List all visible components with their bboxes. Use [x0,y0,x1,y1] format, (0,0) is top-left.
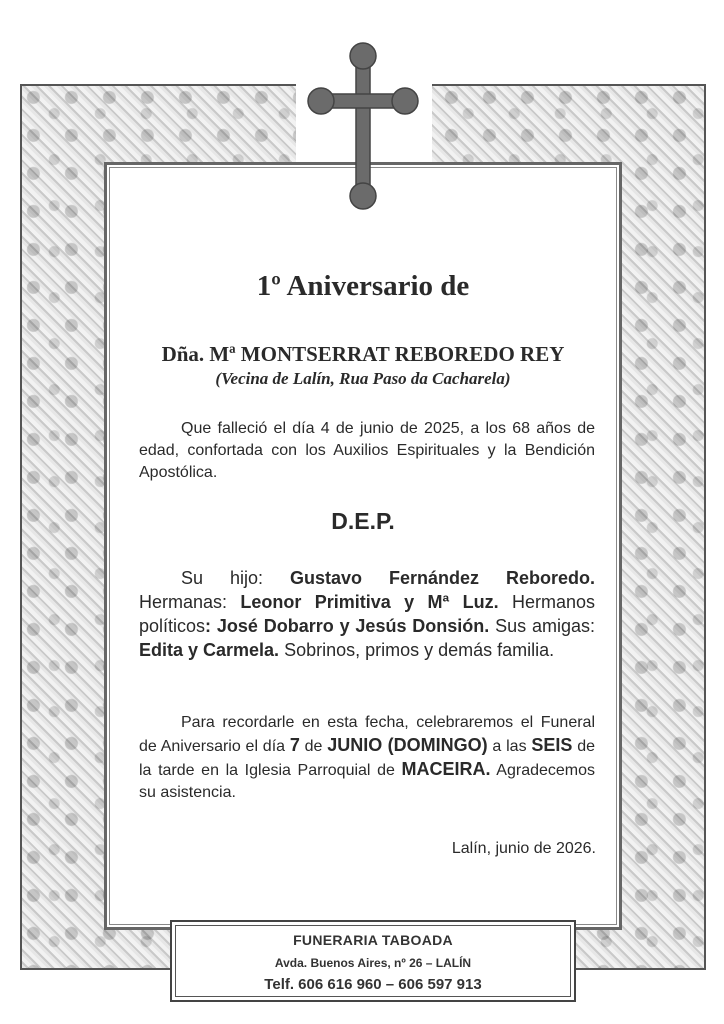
family-paragraph [139,566,595,662]
deceased-name: Dña. Mª MONTSERRAT REBOREDO REY [161,342,565,366]
son-label: Su hijo: [181,568,290,588]
inlaws-label: Hermanos políticos [139,592,595,636]
sisters-names: Leonor Primitiva y Mª Luz. [240,592,499,612]
dep-heading: D.E.P. [331,508,395,534]
funeral-place: MACEIRA. [401,759,491,779]
residence-note: (Vecina de Lalín, Rua Paso da Cacharela) [215,369,511,388]
funeral-time: SEIS [531,735,573,755]
sisters-label: Hermanas: [139,592,241,612]
funeral-home-phones: Telf. 606 616 960 – 606 597 913 [264,976,482,993]
relatives-text: Sobrinos, primos y demás familia. [279,640,555,660]
funeral-text-5: Agradecemos su asistencia. [139,762,596,801]
funeral-date: JUNIO (DOMINGO) [327,735,488,755]
funeral-text-1: Para recordarle en esta fecha, celebraremos el Funeral de Aniversario el día [139,714,595,755]
funeral-text-4: de la tarde en la Iglesia Parroquial de [139,738,596,779]
son-name: Gustavo Fernández Reboredo. [290,568,595,588]
cross-icon [307,42,419,210]
page-title: 1º Aniversario de [256,270,470,302]
funeral-home-box [170,920,576,1002]
funeral-text-2: de [299,738,328,755]
funeral-text-3: a las [487,738,532,755]
death-paragraph: Que falleció el día 4 de junio de 2025, a los 68 años de edad, confortada con los Auxilios Espirituales y la Bendición Apostólica. [139,420,595,481]
inlaws-names: : José Dobarro y Jesús Donsión. [205,616,490,636]
friends-names: Edita y Carmela. [139,640,280,660]
funeral-home-name: FUNERARIA TABOADA [293,932,453,948]
funeral-home-address: Avda. Buenos Aires, nº 26 – LALÍN [274,956,472,970]
friends-label: Sus amigas: [489,616,596,636]
funeral-day: 7 [289,735,300,755]
funeral-paragraph [139,712,595,804]
signoff: Lalín, junio de 2026. [451,840,596,857]
